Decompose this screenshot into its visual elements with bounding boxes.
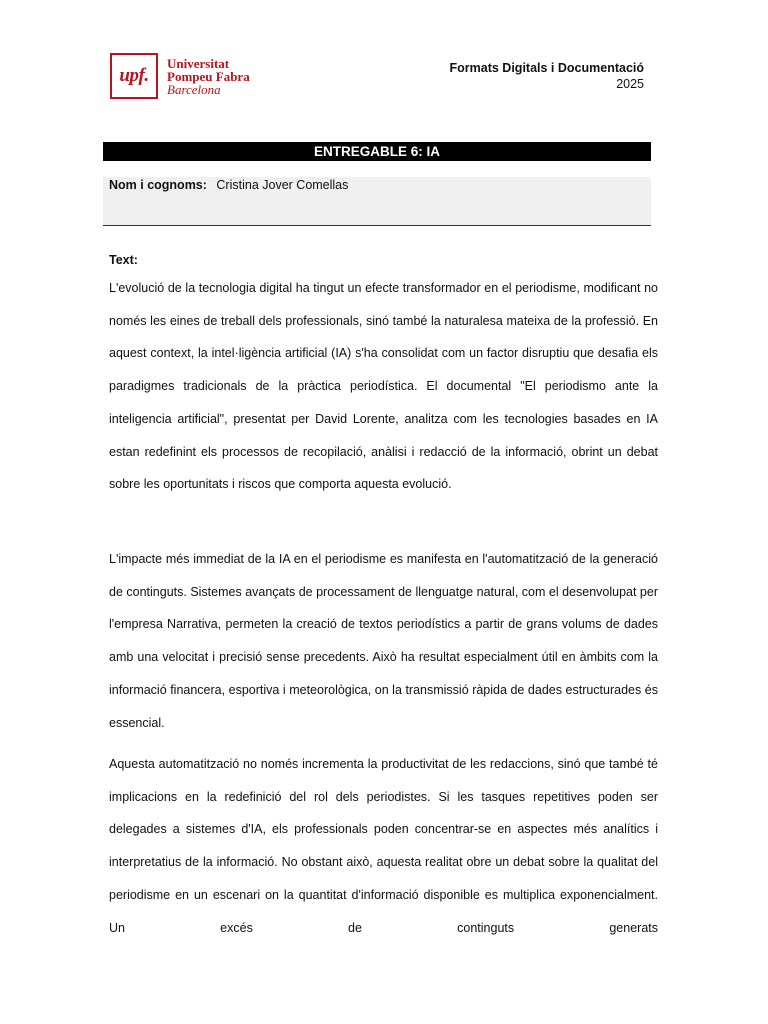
course-year: 2025 <box>616 77 644 91</box>
text-section-label: Text: <box>109 253 138 267</box>
student-name-value: Cristina Jover Comellas <box>216 178 349 192</box>
student-name-box <box>103 177 651 226</box>
paragraph-3: Aquesta automatització no només incrementa la productivitat de les redaccions, sinó que també té implicacions en la redefinició del rol dels periodistes. Si les tasques repetitives poden ser delegades a sistemes d'IA, els professionals poden concentrar-se en aspectes més analítics i interpretatius de la informació. No obstant això, aquesta realitat obre un debat sobre la qualitat del periodisme en un escenari on la quantitat d'informació disponible es multiplica exponencialment. Un excés de continguts generats <box>109 757 658 935</box>
document-header <box>450 60 644 92</box>
logo-line-1: Universitat <box>167 55 230 71</box>
upf-logo <box>110 53 250 99</box>
paragraph-1: L'evolució de la tecnologia digital ha tingut un efecte transformador en el periodisme, modificant no només les eines de treball dels professionals, sinó també la naturalesa mateixa de la professió. En aquest context, la intel·ligència artificial (IA) s'ha consolidat com un factor disruptiu que desafia els paradigmes tradicionals de la pràctica periodística. El documental "El periodismo ante la inteligencia artificial", presentat per David Lorente, analitza com les tecnologies basades en IA estan redefinint els processos de recopilació, anàlisi i redacció de la informació, obrint un debat sobre les oportunitats i riscos que comporta aquesta evolució. <box>109 281 658 492</box>
upf-logo-text <box>167 57 250 96</box>
assignment-title: ENTREGABLE 6: IA <box>103 142 651 161</box>
course-title: Formats Digitals i Documentació <box>449 61 644 75</box>
paragraph-2: L'impacte més immediat de la IA en el periodisme es manifesta en l'automatització de la generació de continguts. Sistemes avançats de processament de llenguatge natural, com el desenvolupat per l'empresa Narrativa, permeten la creació de textos periodístics a partir de grans volums de dades amb una velocitat i precisió sense precedents. Això ha resultat especialment útil en àmbits com la informació financera, esportiva i meteorològica, on la transmissió ràpida de dades estructurades és essencial. <box>109 552 658 730</box>
logo-line-3: Barcelona <box>167 81 221 97</box>
student-name-label: Nom i cognoms: <box>109 178 207 192</box>
logo-line-2: Pompeu Fabra <box>167 68 250 84</box>
upf-logo-mark: upf. <box>110 53 158 99</box>
